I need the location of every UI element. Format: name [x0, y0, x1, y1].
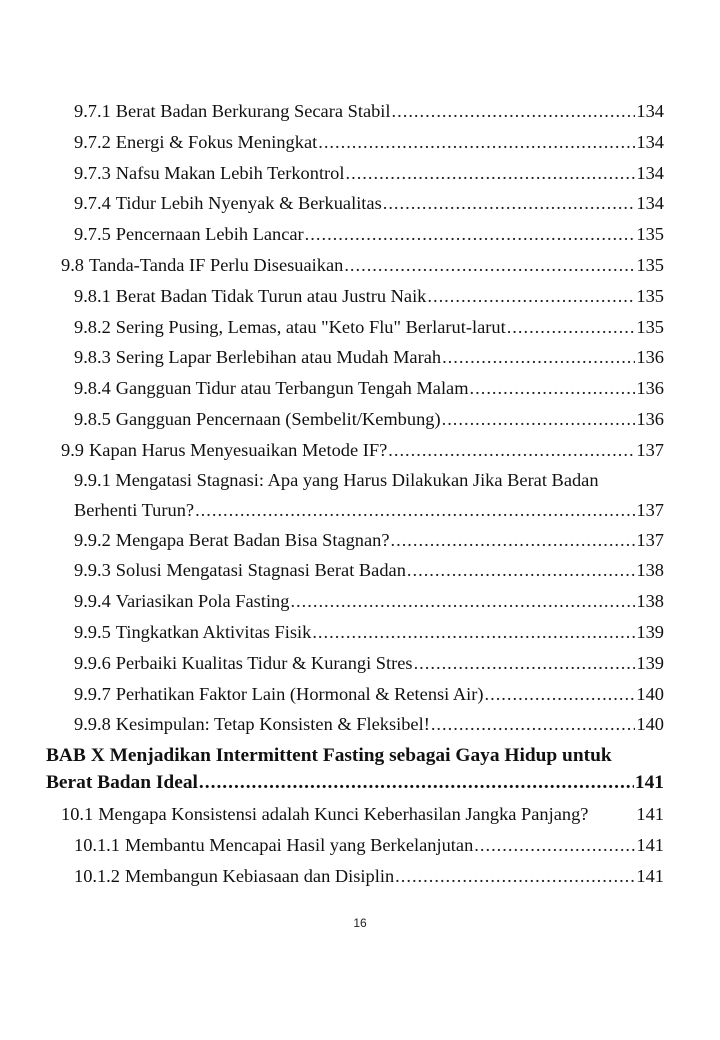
- toc-page-number: 139: [636, 621, 664, 642]
- toc-entry-title: Perhatikan Faktor Lain (Hormonal & Retensi Air): [115, 683, 484, 704]
- toc-leader-dots: [305, 219, 636, 250]
- toc-entry-title: Kapan Harus Menyesuaikan Metode IF?: [89, 439, 388, 460]
- toc-entry-9-9-3[interactable]: [0, 555, 720, 586]
- toc-page-number: 136: [636, 347, 664, 368]
- toc-entry-title: Membantu Mencapai Hasil yang Berkelanjutan: [124, 834, 474, 855]
- table-of-contents: [0, 96, 720, 892]
- toc-page-number: 138: [636, 560, 664, 581]
- toc-page-number: 134: [636, 131, 664, 152]
- toc-page-number: 141: [636, 804, 664, 825]
- toc-entry-number: 9.8.5: [74, 408, 111, 429]
- toc-entry-title: Membangun Kebiasaan dan Disiplin: [124, 865, 395, 886]
- toc-leader-dots: [383, 188, 636, 219]
- toc-page-number: 140: [636, 714, 664, 735]
- toc-entry-number: 9.9.8: [74, 714, 111, 735]
- toc-page-number: 141: [636, 865, 664, 886]
- toc-entry-9-9-7[interactable]: [0, 679, 720, 710]
- toc-leader-dots: [474, 830, 635, 861]
- toc-entry-title: Solusi Mengatasi Stagnasi Berat Badan: [115, 560, 406, 581]
- toc-page-number: 141: [636, 834, 664, 855]
- toc-entry-number: 10.1.2: [74, 865, 120, 886]
- toc-chapter-bab-x[interactable]: [0, 742, 720, 799]
- toc-entry-number: 9.9.4: [74, 591, 111, 612]
- toc-page-number: 135: [636, 316, 664, 337]
- toc-page-number: 135: [636, 285, 664, 306]
- toc-leader-dots: [395, 861, 635, 892]
- toc-leader-dots: [391, 525, 636, 556]
- toc-entry-number: 9.7.5: [74, 224, 111, 245]
- toc-entry-title-line2: [0, 496, 720, 525]
- toc-leader-dots: [199, 769, 634, 797]
- toc-page-number: 134: [636, 162, 664, 183]
- toc-section-9-8[interactable]: [0, 250, 720, 281]
- toc-leader-dots: [318, 127, 635, 158]
- toc-page-number: 137: [636, 529, 664, 550]
- toc-entry-9-9-4[interactable]: [0, 586, 720, 617]
- toc-leader-dots: [388, 435, 635, 466]
- toc-entry-number: 9.9.3: [74, 560, 111, 581]
- toc-section-9-9[interactable]: [0, 435, 720, 466]
- toc-entry-9-7-5[interactable]: [0, 219, 720, 250]
- toc-page-number: 134: [636, 101, 664, 121]
- toc-entry-title: Tanda-Tanda IF Perlu Disesuaikan: [89, 254, 344, 275]
- toc-entry-9-7-1[interactable]: [0, 96, 720, 127]
- toc-page-number: 136: [636, 378, 664, 399]
- toc-entry-title: Berat Badan Tidak Turun atau Justru Naik: [115, 285, 427, 306]
- toc-entry-9-8-1[interactable]: [0, 281, 720, 312]
- toc-leader-dots: [431, 709, 636, 740]
- toc-leader-dots: [195, 496, 635, 525]
- toc-entry-number: 9.7.2: [74, 131, 111, 152]
- toc-entry-title: Nafsu Makan Lebih Terkontrol: [115, 162, 345, 183]
- toc-leader-dots: [427, 281, 635, 312]
- toc-entry-title: Sering Pusing, Lemas, atau "Keto Flu" Berlarut-larut: [115, 316, 506, 337]
- toc-leader-dots: [346, 158, 636, 189]
- toc-entry-9-8-4[interactable]: [0, 373, 720, 404]
- toc-entry-number: 9.8.4: [74, 378, 111, 399]
- toc-leader-dots: [414, 648, 636, 679]
- toc-entry-9-9-2[interactable]: [0, 525, 720, 556]
- toc-page-number: 137: [636, 499, 664, 520]
- toc-page-number: 139: [636, 652, 664, 673]
- toc-entry-title: Tingkatkan Aktivitas Fisik: [115, 621, 312, 642]
- toc-entry-10-1-1[interactable]: [0, 830, 720, 861]
- toc-entry-number: 9.9.7: [74, 683, 111, 704]
- toc-entry-number: 9.9.1: [74, 469, 111, 490]
- toc-entry-title-continued: Berhenti Turun?: [74, 499, 195, 520]
- toc-entry-title: Pencernaan Lebih Lancar: [115, 224, 304, 245]
- toc-chapter-title-line2: [0, 769, 720, 799]
- toc-entry-title: Mengatasi Stagnasi: Apa yang Harus Dilakukan Jika Berat Badan: [115, 469, 599, 490]
- toc-entry-title: Energi & Fokus Meningkat: [115, 131, 318, 152]
- toc-entry-number: 9.7.1: [74, 101, 111, 121]
- toc-page-number: 140: [636, 683, 664, 704]
- toc-chapter-title-line1: BAB X Menjadikan Intermittent Fasting sebagai Gaya Hidup untuk: [46, 745, 612, 767]
- page-number: 16: [353, 916, 367, 930]
- toc-entry-title: Sering Lapar Berlebihan atau Mudah Marah: [115, 347, 442, 368]
- toc-page-number: 135: [636, 224, 664, 245]
- toc-entry-9-8-5[interactable]: [0, 404, 720, 435]
- toc-entry-title: Kesimpulan: Tetap Konsisten & Fleksibel!: [115, 714, 430, 735]
- toc-entry-9-9-6[interactable]: [0, 648, 720, 679]
- toc-entry-title: Variasikan Pola Fasting: [115, 591, 290, 612]
- toc-entry-9-7-4[interactable]: [0, 188, 720, 219]
- toc-entry-number: 9.7.4: [74, 193, 111, 214]
- toc-entry-title: Berat Badan Berkurang Secara Stabil: [115, 101, 391, 121]
- toc-leader-dots: [485, 679, 636, 710]
- toc-entry-10-1-2[interactable]: [0, 861, 720, 892]
- toc-entry-title-line1: [0, 466, 720, 496]
- toc-page-number: 134: [636, 193, 664, 214]
- toc-entry-number: 9.9: [61, 439, 84, 460]
- toc-entry-number: 9.7.3: [74, 162, 111, 183]
- toc-leader-dots: [442, 404, 636, 435]
- toc-entry-number: 10.1.1: [74, 834, 120, 855]
- toc-entry-9-8-3[interactable]: [0, 342, 720, 373]
- toc-entry-title: Gangguan Pencernaan (Sembelit/Kembung): [115, 408, 441, 429]
- toc-entry-title: Mengapa Berat Badan Bisa Stagnan?: [115, 529, 390, 550]
- toc-entry-title: Tidur Lebih Nyenyak & Berkualitas: [115, 193, 382, 214]
- toc-leader-dots: [392, 96, 636, 127]
- toc-entry-9-9-5[interactable]: [0, 617, 720, 648]
- toc-entry-9-7-3[interactable]: [0, 158, 720, 189]
- toc-entry-9-9-8[interactable]: [0, 709, 720, 740]
- toc-leader-dots: [507, 312, 636, 343]
- toc-entry-number: 9.9.5: [74, 621, 111, 642]
- toc-entry-title: Mengapa Konsistensi adalah Kunci Keberhasilan Jangka Panjang?: [98, 804, 589, 825]
- toc-page-number: 141: [634, 772, 664, 794]
- toc-leader-dots: [344, 250, 635, 281]
- toc-leader-dots: [312, 617, 635, 648]
- toc-leader-dots: [407, 555, 636, 586]
- toc-page-number: 135: [636, 254, 664, 275]
- toc-entry-title: Gangguan Tidur atau Terbangun Tengah Malam: [115, 378, 469, 399]
- toc-entry-9-8-2[interactable]: [0, 312, 720, 343]
- toc-entry-9-7-2[interactable]: [0, 127, 720, 158]
- toc-page-number: 136: [636, 408, 664, 429]
- toc-entry-number: 9.8.1: [74, 285, 111, 306]
- toc-page-number: 137: [636, 439, 664, 460]
- toc-leader-dots: [290, 586, 635, 617]
- toc-entry-title: Perbaiki Kualitas Tidur & Kurangi Stres: [115, 652, 413, 673]
- toc-page-number: 138: [636, 591, 664, 612]
- toc-section-10-1[interactable]: [0, 799, 720, 830]
- toc-entry-number: 9.9.6: [74, 652, 111, 673]
- toc-entry-number: 9.9.2: [74, 529, 111, 550]
- toc-entry-number: 10.1: [61, 804, 94, 825]
- toc-chapter-title-continued: Berat Badan Ideal: [46, 772, 198, 794]
- toc-entry-9-9-1[interactable]: [0, 466, 720, 525]
- toc-leader-dots: [442, 342, 635, 373]
- toc-leader-dots: [470, 373, 636, 404]
- toc-entry-number: 9.8.3: [74, 347, 111, 368]
- toc-entry-number: 9.8.2: [74, 316, 111, 337]
- toc-entry-number: 9.8: [61, 254, 84, 275]
